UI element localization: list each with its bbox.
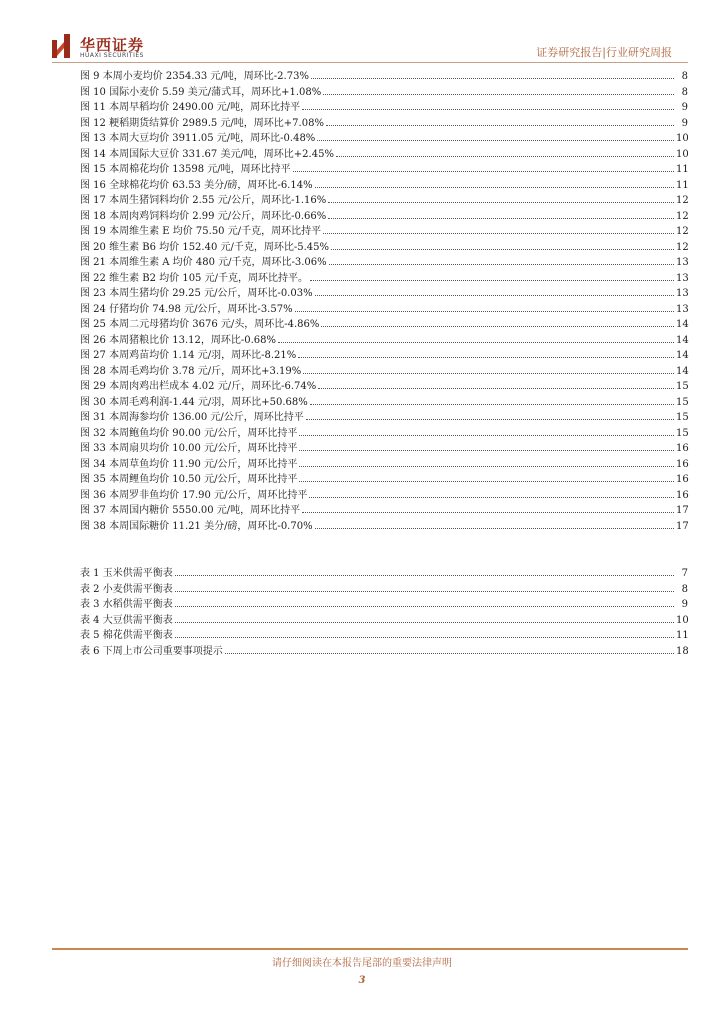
dot-leader: [175, 582, 674, 592]
toc-entry[interactable]: [80, 240, 688, 256]
toc-entry[interactable]: [80, 426, 688, 442]
toc-entry[interactable]: [80, 566, 688, 582]
toc-entry[interactable]: [80, 317, 688, 333]
toc-entry[interactable]: [80, 582, 688, 598]
dot-leader: [329, 255, 674, 265]
footer-divider: [52, 948, 688, 950]
toc-entry[interactable]: [80, 255, 688, 271]
toc-entry[interactable]: [80, 519, 688, 535]
dot-leader: [326, 116, 674, 126]
toc-entry-label: 图 18 本周肉鸡饲料均价 2.99 元/公斤，周环比-0.66%: [80, 210, 327, 222]
toc-entry[interactable]: [80, 348, 688, 364]
toc-entry-page: 16: [676, 474, 689, 485]
toc-entry-page: 12: [676, 241, 689, 253]
toc-entry-label: 表 5 棉花供需平衡表: [80, 630, 173, 641]
toc-entry-page: 11: [676, 164, 689, 175]
dot-leader: [299, 457, 674, 467]
toc-entry[interactable]: [80, 410, 688, 426]
toc-entry-label: 图 32 本周鲍鱼均价 90.00 元/公斤，周环比持平: [80, 427, 298, 439]
toc-entry[interactable]: [80, 379, 688, 395]
dot-leader: [175, 613, 674, 623]
toc-entry-label: 图 38 本周国际糖价 11.21 美分/磅，周环比-0.70%: [80, 520, 313, 532]
toc-entry-page: 15: [676, 396, 689, 408]
toc-entry-label: 表 2 小麦供需平衡表: [80, 583, 173, 595]
toc-entry-page: 15: [676, 427, 689, 439]
toc-entry-page: 12: [676, 195, 689, 206]
dot-leader: [309, 488, 674, 498]
dot-leader: [323, 224, 674, 234]
dot-leader: [315, 178, 674, 188]
toc-entry-label: 图 23 本周生猪均价 29.25 元/公斤，周环比-0.03%: [80, 288, 313, 299]
toc-entry-label: 图 21 本周维生素 A 均价 480 元/千克，周环比-3.06%: [80, 257, 327, 268]
table-list: [80, 566, 688, 659]
toc-entry-page: 16: [676, 443, 689, 454]
toc-entry-page: 15: [676, 412, 689, 423]
toc-entry-label: 图 34 本周草鱼均价 11.90 元/公斤，周环比持平: [80, 458, 298, 470]
toc-entry[interactable]: [80, 162, 688, 178]
dot-leader: [310, 395, 674, 405]
toc-entry-label: 图 30 本周毛鸡利润-1.44 元/羽，周环比+50.68%: [80, 396, 308, 408]
dot-leader: [278, 333, 674, 343]
dot-leader: [175, 597, 674, 607]
toc-entry-page: 8: [681, 86, 688, 98]
toc-entry-page: 13: [676, 257, 689, 268]
toc-entry-page: 17: [676, 505, 689, 516]
toc-entry-label: 图 14 本周国际大豆价 331.67 美元/吨，周环比+2.45%: [80, 148, 334, 160]
toc-entry[interactable]: [80, 597, 688, 613]
dot-leader: [302, 503, 674, 513]
toc-entry-label: 图 19 本周维生素 E 均价 75.50 元/千克，周环比持平: [80, 226, 322, 237]
dot-leader: [328, 209, 674, 219]
toc-entry[interactable]: [80, 333, 688, 349]
toc-entry-label: 图 20 维生素 B6 均价 152.40 元/千克，周环比-5.45%: [80, 241, 330, 253]
toc-entry-label: 图 17 本周生猪饲料均价 2.55 元/公斤，周环比-1.16%: [80, 195, 327, 206]
toc-entry-label: 表 1 玉米供需平衡表: [80, 568, 173, 579]
toc-entry-label: 图 36 本周罗非鱼均价 17.90 元/公斤，周环比持平: [80, 489, 308, 501]
dot-leader: [303, 364, 674, 374]
toc-entry-page: 14: [676, 365, 689, 377]
toc-entry-page: 10: [676, 148, 689, 160]
toc-entry-label: 图 12 粳稻期货结算价 2989.5 元/吨，周环比+7.08%: [80, 117, 324, 129]
dot-leader: [331, 240, 674, 250]
toc-entry-label: 图 37 本周国内糖价 5550.00 元/吨，周环比持平: [80, 505, 301, 516]
page-number: 3: [358, 975, 366, 986]
toc-entry[interactable]: [80, 628, 688, 644]
toc-entry-label: 图 27 本周鸡苗均价 1.14 元/羽，周环比-8.21%: [80, 350, 297, 361]
toc-entry[interactable]: [80, 100, 688, 116]
toc-entry-label: 表 4 大豆供需平衡表: [80, 614, 173, 626]
header-divider: [52, 62, 688, 63]
toc-entry[interactable]: [80, 644, 688, 660]
dot-leader: [299, 426, 674, 436]
dot-leader: [295, 302, 674, 312]
report-category: 证券研究报告|行业研究周报: [536, 46, 672, 59]
toc-entry-page: 13: [676, 303, 689, 315]
toc-entry-page: 14: [676, 319, 689, 330]
toc-entry-label: 图 29 本周肉鸡出栏成本 4.02 元/斤，周环比-6.74%: [80, 381, 317, 392]
dot-leader: [315, 286, 674, 296]
toc-entry[interactable]: [80, 488, 688, 504]
toc-entry-label: 图 16 全球棉花均价 63.53 美分/磅，周环比-6.14%: [80, 179, 313, 191]
toc-entry-page: 14: [676, 350, 689, 361]
dot-leader: [315, 519, 674, 529]
dot-leader: [293, 162, 674, 172]
toc-entry[interactable]: [80, 193, 688, 209]
toc-entry-page: 10: [676, 614, 689, 626]
toc-entry-page: 13: [676, 288, 689, 299]
dot-leader: [306, 410, 674, 420]
toc-entry-page: 11: [676, 179, 689, 191]
toc-entry-page: 13: [676, 272, 689, 284]
dot-leader: [175, 628, 674, 638]
toc-entry-page: 9: [681, 599, 688, 610]
page-header: [0, 0, 724, 64]
toc-entry[interactable]: [80, 147, 688, 163]
toc-entry-page: 16: [676, 458, 689, 470]
toc-entry-label: 图 22 维生素 B2 均价 105 元/千克，周环比持平。: [80, 272, 308, 284]
toc-entry[interactable]: [80, 503, 688, 519]
toc-entry-page: 10: [676, 133, 689, 144]
toc-entry[interactable]: [80, 209, 688, 225]
toc-entry-label: 图 9 本周小麦均价 2354.33 元/吨，周环比-2.73%: [80, 71, 309, 82]
toc-entry-page: 8: [681, 583, 688, 595]
toc-entry-label: 图 35 本周鲤鱼均价 10.50 元/公斤，周环比持平: [80, 474, 298, 485]
toc-entry-label: 图 13 本周大豆均价 3911.05 元/吨，周环比-0.48%: [80, 133, 316, 144]
toc-entry[interactable]: [80, 613, 688, 629]
dot-leader: [323, 85, 674, 95]
toc-entry-label: 图 25 本周二元母猪均价 3676 元/头，周环比-4.86%: [80, 319, 320, 330]
toc-entry-label: 图 31 本周海参均价 136.00 元/公斤，周环比持平: [80, 412, 304, 423]
huaxi-logo-icon: [52, 32, 72, 58]
toc-entry-page: 7: [681, 568, 688, 579]
toc-entry-label: 图 15 本周棉花均价 13598 元/吨，周环比持平: [80, 164, 291, 175]
toc-entry[interactable]: [80, 131, 688, 147]
toc-entry-page: 14: [676, 334, 689, 346]
dot-leader: [225, 644, 674, 654]
dot-leader: [318, 379, 674, 389]
toc-entry-page: 17: [676, 520, 689, 532]
toc-entry[interactable]: [80, 69, 688, 85]
toc-entry-label: 图 11 本周早稻均价 2490.00 元/吨，周环比持平: [80, 102, 301, 113]
toc-entry[interactable]: [80, 472, 688, 488]
toc-entry-label: 图 26 本周猪粮比价 13.12，周环比-0.68%: [80, 334, 277, 346]
dot-leader: [298, 348, 674, 358]
toc-entry[interactable]: [80, 364, 688, 380]
toc-entry[interactable]: [80, 286, 688, 302]
toc-entry-label: 图 33 本周扇贝均价 10.00 元/公斤，周环比持平: [80, 443, 298, 454]
toc-entry-label: 表 3 水稻供需平衡表: [80, 599, 173, 610]
dot-leader: [302, 100, 674, 110]
toc-entry-page: 11: [676, 630, 689, 641]
dot-leader: [310, 271, 674, 281]
toc-entry[interactable]: [80, 271, 688, 287]
dot-leader: [321, 317, 674, 327]
toc-entry-page: 9: [681, 117, 688, 129]
toc-entry-page: 9: [681, 102, 688, 113]
figure-list: [80, 69, 688, 534]
legal-disclaimer: 请仔细阅读在本报告尾部的重要法律声明: [272, 958, 452, 969]
toc-entry-page: 12: [676, 226, 689, 237]
toc-entry-page: 15: [676, 381, 689, 392]
dot-leader: [328, 193, 674, 203]
dot-leader: [311, 69, 674, 79]
toc-entry-label: 图 28 本周毛鸡均价 3.78 元/斤，周环比+3.19%: [80, 365, 302, 377]
toc-entry-page: 12: [676, 210, 689, 222]
brand-name: 华西证券: [80, 36, 145, 54]
toc-entry[interactable]: [80, 116, 688, 132]
toc-entry-page: 8: [681, 71, 688, 82]
dot-leader: [299, 441, 674, 451]
toc-entry-label: 图 24 仔猪均价 74.98 元/公斤，周环比-3.57%: [80, 303, 293, 315]
toc-entry[interactable]: [80, 85, 688, 101]
toc-entry[interactable]: [80, 178, 688, 194]
toc-entry[interactable]: [80, 224, 688, 240]
toc-entry[interactable]: [80, 441, 688, 457]
toc-entry-label: 表 6 下周上市公司重要事项提示: [80, 645, 223, 657]
toc-entry[interactable]: [80, 395, 688, 411]
brand-name-en: HUAXI SECURITIES: [80, 52, 144, 59]
dot-leader: [336, 147, 674, 157]
toc-entry-page: 18: [676, 645, 689, 657]
toc-entry-label: 图 10 国际小麦价 5.59 美元/蒲式耳，周环比+1.08%: [80, 86, 322, 98]
toc-entry[interactable]: [80, 302, 688, 318]
dot-leader: [299, 472, 674, 482]
toc-entry[interactable]: [80, 457, 688, 473]
dot-leader: [175, 566, 674, 576]
toc-entry-page: 16: [676, 489, 689, 501]
dot-leader: [317, 131, 674, 141]
